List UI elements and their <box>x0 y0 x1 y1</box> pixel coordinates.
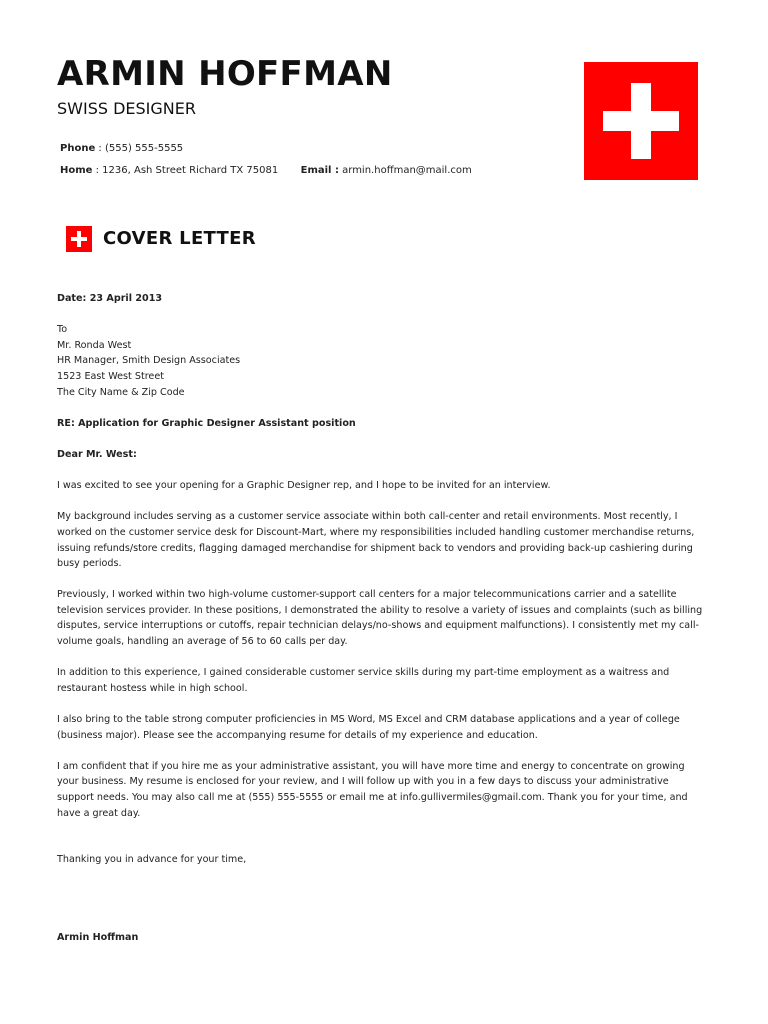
recipient-line: 1523 East West Street <box>57 370 165 382</box>
home-value: : 1236, Ash Street Richard TX 75081 <box>92 165 279 176</box>
letter-closing: Thanking you in advance for your time, <box>57 854 247 866</box>
contact-address-email <box>60 166 472 176</box>
letter-paragraph: My background includes serving as a customer service associate within both call-center and retail environments. Most recently, I worked on the customer service desk for Discount-Mart, where my responsibilities included handling customer merchandise returns, issuing refunds/store credits, flagging damaged merchandise for shipment back to vendors and providing back-up cashiering during busy periods. <box>57 511 695 570</box>
email-value: armin.hoffman@mail.com <box>338 165 472 176</box>
letter-to: To <box>57 324 68 336</box>
email-label: Email : <box>300 165 339 176</box>
phone-label: Phone <box>60 143 96 154</box>
letter-paragraph: I also bring to the table strong computer proficiencies in MS Word, MS Excel and CRM database applications and a year of college (business major). Please see the accompanying resume for details of my experience and education. <box>57 714 680 741</box>
letter-date: Date: 23 April 2013 <box>57 293 163 304</box>
swiss-flag-icon <box>66 226 92 252</box>
applicant-name: ARMIN HOFFMAN <box>57 54 393 94</box>
section-title: COVER LETTER <box>103 228 256 249</box>
letter-subject: RE: Application for Graphic Designer Assistant position <box>57 417 356 429</box>
swiss-flag-icon <box>584 62 698 180</box>
letter-body <box>57 291 707 945</box>
home-label: Home <box>60 165 93 176</box>
recipient-line: The City Name & Zip Code <box>57 386 185 398</box>
recipient-line: HR Manager, Smith Design Associates <box>57 355 241 367</box>
applicant-title: SWISS DESIGNER <box>57 99 196 118</box>
letter-paragraph: I am confident that if you hire me as your administrative assistant, you will have more time and energy to concentrate on growing your business. My resume is enclosed for your review, and I will follow up with you in a few days to discuss your administrative support needs. You may also call me at (555) 555-5555 or email me at info.gullivermiles@gmail.com. Thank you for your time, and have a great day. <box>57 760 688 819</box>
recipient-line: Mr. Ronda West <box>57 339 132 351</box>
letter-paragraph: Previously, I worked within two high-volume customer-support call centers for a major telecommunications carrier and a satellite television services provider. In these positions, I demonstrated the ability to resolve a variety of issues and complaints (such as billing disputes, service interruptions or cutoffs, repair technician delays/no-shows and equipment malfunctions). I consistently met my call-volume goals, handling an average of 56 to 60 calls per day. <box>57 589 703 648</box>
contact-phone <box>60 144 183 154</box>
phone-value: : (555) 555-5555 <box>95 143 184 154</box>
letter-signature: Armin Hoffman <box>57 931 139 943</box>
letter-paragraph: I was excited to see your opening for a Graphic Designer rep, and I hope to be invited for an interview. <box>57 480 551 492</box>
letter-salutation: Dear Mr. West: <box>57 448 137 460</box>
letter-paragraph: In addition to this experience, I gained considerable customer service skills during my part-time employment as a waitress and restaurant hostess while in high school. <box>57 667 670 694</box>
